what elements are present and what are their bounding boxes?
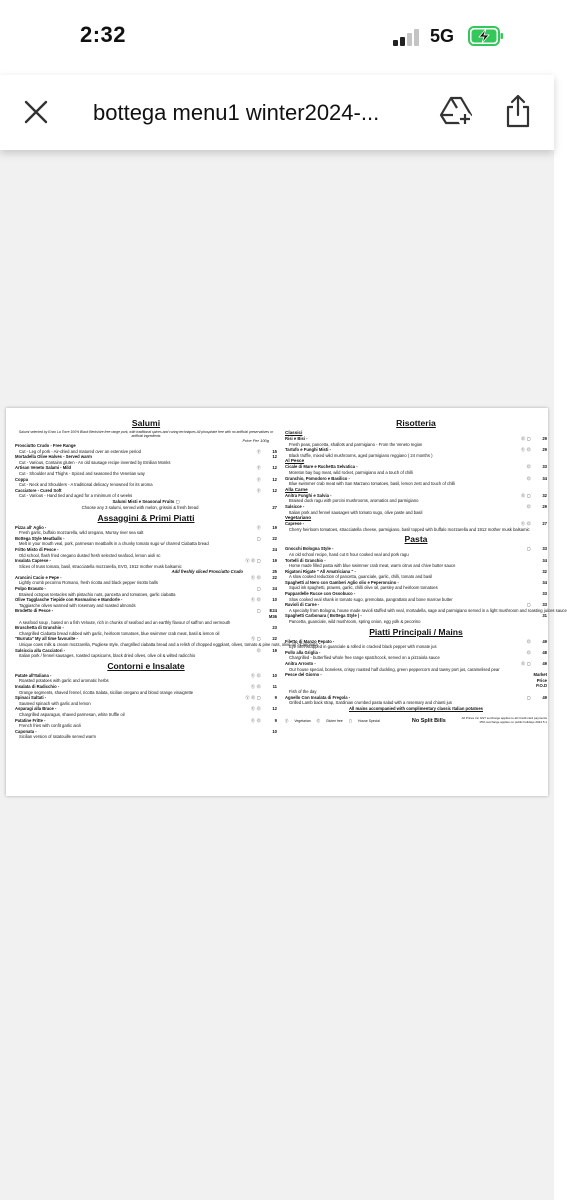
menu-item-description: Chargrilled Ciabatta bread rubbed with garlic, heirloom tomatoes, blue swimmer crab meat, basil & lemon oil [19, 630, 220, 636]
menu-item [15, 608, 277, 619]
viewer-toolbar [0, 75, 554, 150]
menu-item-price: 22 [272, 535, 277, 541]
share-icon[interactable] [504, 93, 532, 129]
menu-item [285, 521, 547, 527]
menu-item [15, 684, 277, 690]
dietary-icons: Ⓥ Ⓖ [520, 521, 531, 527]
dietary-icons: Ⓥ [256, 448, 261, 454]
menu-item-price: 33 [542, 602, 547, 608]
menu-item-price: 33 [542, 464, 547, 470]
menu-item-price: 12 [272, 706, 277, 712]
menu-item-name: Insalata Caprese - [15, 558, 51, 564]
menu-right-column [285, 416, 567, 725]
menu-item-name: Pollo alla Griglia - [285, 649, 321, 655]
menu-item-price: 33 [542, 546, 547, 552]
menu-item-name: Ravioli di Carne - [285, 602, 320, 608]
close-icon[interactable] [22, 98, 50, 126]
dietary-icons: Ⓖ [526, 649, 531, 655]
gluten-free-icon: Ⓖ [316, 718, 320, 723]
menu-item-price: 22 [272, 574, 277, 580]
menu-item-name: Arancini Cacio e Pepe - [15, 574, 62, 580]
menu-item [285, 447, 547, 453]
menu-item-name: Tortelli di Granchio - [285, 557, 326, 563]
menu-item-name: Fritto Misto di Pesce - [15, 546, 59, 552]
section-title-assaggini: Assaggini & Primi Piatti [97, 512, 195, 523]
menu-item-name: Tartufo e Funghi Misti - [285, 447, 331, 453]
menu-item-name: Spaghetti Carbonara ( Bottega Style ) - [285, 613, 362, 619]
menu-item-name: Polpo Brasato - [15, 586, 46, 592]
menu-item-price: 29 [542, 436, 547, 441]
menu-item-description: Chargrilled - butterflied whole free range spatchcock, served on a pizzaiola sauce [289, 655, 440, 661]
menu-item-name: Artisan Veneto Salami - Mild [15, 465, 72, 471]
menu-item-description: French fries with confit garlic aioli [19, 723, 81, 729]
add-to-drive-icon[interactable] [440, 95, 474, 127]
menu-item-description: Fresh peas, pancetta, shallots and parmigiano - From the Veneto region [289, 441, 423, 447]
menu-item-name: Patatine Fritte - [15, 717, 46, 723]
menu-item-price: 29 [542, 447, 547, 453]
menu-item-price: 10 [272, 728, 277, 734]
menu-item-name: Filetto di Manzo Pepato - [285, 638, 335, 644]
menu-item-price: 19 [272, 524, 277, 530]
menu-item-name: Agnello Con Insalata di Fregola - [285, 694, 351, 700]
menu-item [285, 436, 547, 442]
salumi-subtitle: Salumi selected by Enzo La Torre 100% Black Berkshire free range pork, with traditional spices and curing techniques All phosphate free with no artificial preservatives or artificial ingredients [18, 430, 274, 438]
status-bar [0, 0, 554, 75]
menu-item-description: An old school recipe, hand cut 6 hour cooked veal and pork ragu [289, 551, 409, 557]
house-special-icon: ▢ [348, 718, 352, 723]
menu-item-name: Pizza all' Aglio - [15, 524, 47, 530]
dietary-icons: Ⓥ Ⓖ ▢ [245, 695, 261, 701]
menu-item-description: Sauteed spinach with garlic and lemon [19, 700, 91, 706]
salumi-misti-row: Choose any 3 salumi, served with melon, grissini & fresh bread 27 [81, 504, 277, 510]
battery-charging-icon [468, 26, 504, 46]
menu-item-description: Braised duck ragu with porcini mushrooms, aromatics and parmigiano [289, 498, 419, 504]
menu-item-description: Eye fillet wrapped in guanciale & rolled in cracked black pepper with monate jus [289, 644, 437, 650]
menu-item-description: Slow cooked veal shank in tomato sugo, gremolata, pangrattato and bone marrow butter [289, 596, 453, 602]
dietary-icons: Ⓥ [256, 476, 261, 482]
menu-item-price: 22 [272, 636, 277, 642]
dietary-icons: Ⓖ [256, 647, 261, 653]
section-title-risotteria: Risotteria [396, 418, 436, 428]
menu-legend [285, 717, 547, 724]
menu-item-price: 29 [542, 503, 547, 509]
dietary-icons: Ⓥ Ⓖ [250, 717, 261, 723]
menu-item [285, 672, 547, 689]
menu-item [15, 558, 277, 564]
dietary-icons: Ⓖ [526, 475, 531, 481]
risotteria-list [285, 430, 547, 532]
menu-item-description: A specialty from Bologna, house made ravioli stuffed with veal, mortadella, sage and parmigiano served in a light mushroom and roasting juices sauce [289, 607, 567, 613]
principali-list [285, 639, 547, 706]
menu-item-description: Cut - Neck and Shoulders - A traditional delicacy renowned for its aroma [19, 482, 153, 488]
menu-item-description: A slow cooked reduction of pancetta, guanciale, garlic, chilli, tomato and basil [289, 574, 433, 580]
menu-item-price: 32 [542, 568, 547, 574]
menu-item-price: 49 [542, 638, 547, 644]
menu-item-name: Caprese - [285, 521, 305, 527]
menu-item [15, 695, 277, 701]
menu-item-name: Asparagi alla Brace - [15, 706, 57, 712]
menu-item-price: 19 [272, 647, 277, 653]
dietary-icons: Ⓥ Ⓖ ▢ [245, 558, 261, 564]
dietary-icons: ▢ [256, 608, 261, 614]
legend-house-special: House Special [358, 718, 380, 723]
dietary-icons: Ⓖ [526, 503, 531, 509]
menu-item-description: Orange segments, shaved fennel, ricotta Salata, sicilian oregano and blood orange vinaigrette [19, 689, 194, 695]
dietary-icons: Ⓥ Ⓖ [250, 574, 261, 580]
menu-item [285, 661, 547, 667]
menu-item-name: Brodetto di Pesce - [15, 608, 54, 614]
menu-item-price: 9 [274, 717, 277, 723]
menu-item-name: Spinaci Saltati - [15, 695, 47, 701]
menu-item-description: Old school, flash fried oregano dusted fresh selected seafood, lemon aioli sc [19, 552, 161, 558]
menu-item-name: Insalata di Radicchio - [15, 683, 60, 689]
menu-item-description: Grilled Lamb back strap, Sardinian crumbed pasta salad with a rosemary and chianti jus [289, 700, 452, 706]
legend-gluten-free: Gluten free [326, 718, 343, 723]
menu-item-description: Cherry heirloom tomatoes, stracciatella cheese, parmigiano, basil topped with buffalo mozzarella and 1912 mother musk balsamic [289, 526, 530, 532]
menu-item-price: 12 [272, 476, 277, 482]
menu-page [6, 408, 567, 796]
menu-item-price: Market Price P.O.D [533, 672, 547, 689]
menu-item-description: Pancetta, guanciale, wild mushroom, spring onion, egg yolk & pecorino [289, 619, 421, 625]
menu-item-price: 23 [272, 625, 277, 631]
menu-item-description: Our house special, boneless, crispy roasted half duckling, green peppercorn and tawny port jus, caramelised pear [289, 666, 500, 672]
menu-item-description: Italian pork / fennel sausages, roasted capsicums, black dried olives, olive oil & wilted radicchio [19, 653, 196, 659]
menu-item-price: 10 [272, 597, 277, 603]
price-header: Price Per 100g [242, 438, 269, 443]
section-title-principali: Piatti Principali / Mains [369, 626, 463, 637]
menu-item-description: Squid ink spaghetti, prawns, garlic, chilli olive oil, parsley and heirloom tomatoes [289, 585, 438, 591]
menu-item-price: 48 [542, 649, 547, 655]
menu-item-description: Italian pork and fennel sausages with tomato sugo, olive paste and basil [289, 509, 423, 515]
menu-item-price: 15 [272, 448, 277, 454]
menu-item-description: Fresh garlic, buffalo mozzarella, wild oregano, Murray river sea salt [19, 530, 144, 536]
dietary-icons: Ⓥ [256, 465, 261, 471]
salumi-misti: Salumi Misti e Seasonal Fruits ▢ [112, 498, 180, 504]
menu-item-name: Prosciutto Crudo - Free Range [15, 443, 76, 448]
menu-item-name: Gnocchi Bologna Style - [285, 546, 334, 552]
pasta-list [285, 546, 567, 625]
risotto-group-label: Alla Carne [285, 486, 308, 492]
menu-item-name: Mortadella Olive Halves - Served warm [15, 454, 92, 460]
document-title: bottega menu1 winter2024-... [93, 100, 380, 125]
menu-item-description: Unique cows milk & cream mozzarella, Pugliese style, chargrilled ciabatta bread and a relish of chopped eggplant, olives, tomato & pine nuts, olive oil " Caponata " [19, 642, 321, 647]
section-title-salumi: Salumi [131, 418, 161, 428]
menu-item-price: 12 [272, 465, 277, 471]
signal-icon [393, 28, 423, 46]
dietary-icons: Ⓥ Ⓖ [250, 683, 261, 689]
menu-item-price: 49 [542, 694, 547, 700]
menu-item-name: Salsicce - [285, 503, 305, 509]
menu-item-name: Coppa [15, 476, 29, 482]
dietary-icons: Ⓖ ▢ [521, 436, 531, 441]
menu-item-price: 34 [542, 579, 547, 585]
dietary-icons: Ⓥ Ⓖ [250, 706, 261, 712]
menu-item-description: Taggiasche olives warmed with rosemary and roasted almonds [19, 602, 136, 608]
section-title-contorni: Contorni e Insalate [107, 660, 185, 671]
menu-item-price: 34 [542, 557, 547, 563]
menu-item [285, 504, 547, 510]
menu-item-description: Braised octopus tentacles with pistachio nuts, pancetta and tomatoes, garlic ciabatta [19, 591, 176, 597]
menu-item-price: 10 [272, 672, 277, 678]
dietary-icons: Ⓖ ▢ [521, 661, 531, 666]
menu-item-name: Salsiccia alla Cacciatori - [15, 647, 66, 653]
menu-item-price: 33 [542, 591, 547, 597]
dietary-icons: Ⓖ [526, 464, 531, 470]
menu-item-price: 27 [542, 521, 547, 527]
fine-print: All Prices Inc GST surcharge applies to all Credit card payments 15% surcharge applies on public holidays 2024.5.1 [461, 716, 547, 724]
dietary-icons: ▢ [526, 546, 531, 552]
menu-item-price: 24 [272, 586, 277, 592]
menu-item-price: 24 [272, 546, 277, 552]
menu-item-price: 19 [272, 558, 277, 564]
dietary-icons: ▢ [256, 586, 261, 592]
dietary-icons: Ⓥ Ⓖ [250, 672, 261, 678]
menu-item-name: Bottega Style Meatballs - [15, 535, 65, 541]
menu-item-price: 12 [272, 487, 277, 493]
dietary-icons: ▢ [526, 602, 531, 608]
menu-item-name: Pappardelle Rucce con Ossobuco - [285, 591, 356, 597]
contorni-list [15, 673, 277, 740]
risotto-group-label: Vegetariano [285, 515, 312, 521]
risotto-group-label: Al Pesce [285, 458, 305, 464]
menu-item-description: Slices of truss tomato, basil, stracciatella mozzarella, EVO, 1912 mother musk balsamic [19, 563, 182, 569]
menu-item-description: Black truffle, mixed wild mushrooms, aged parmigiano reggiano ( 24 months ) [289, 452, 433, 458]
menu-item [15, 586, 277, 592]
menu-item-name: "Burrata" My all time favourite - [15, 636, 78, 642]
menu-item-description: Sicilian version of ratatouille served warm [19, 734, 97, 740]
menu-item-price: 12 [272, 454, 277, 460]
menu-item-description: Roasted potatoes with garlic and aromatic herbs [19, 678, 109, 684]
menu-item-description: Lightly crumb pecorino Romano, fresh ricotta and black pepper risotto balls [19, 580, 158, 586]
addon-price: 25 [272, 569, 277, 575]
addon-label: Add freshly sliced Prosciutto Crudo [171, 569, 243, 575]
menu-item-name: Bruschetta di Granchio - [15, 625, 64, 631]
section-title-pasta: Pasta [404, 534, 428, 545]
menu-item-price: 34 [542, 475, 547, 481]
menu-item-description: Cut - Shoulder and Thighs - Spiced and seasoned the Venetian way [19, 470, 145, 476]
menu-item-description: A seafood soup , based on a fish Veloute, rich in chunks of seafood and an earthly flavour of saffron and vermouth [19, 619, 231, 625]
no-split-bills: No Split Bills [411, 717, 446, 724]
menu-item-description: Cut - Various, Contains gluten - An old sausage recipe invented by Emilian Monks [19, 459, 171, 465]
menu-item-description: Cut - Various - Hand tied and aged for a minimum of 4 weeks [19, 493, 133, 499]
menu-item-description: Blue swimmer crab meat with San Marzano tomatoes, basil, lemon zest and touch of chilli [289, 481, 456, 487]
dietary-icons: Ⓥ Ⓖ [250, 597, 261, 603]
menu-item-name: Anitra Funghi e Salvia - [285, 492, 332, 498]
dietary-icons: Ⓖ ▢ [521, 492, 531, 498]
menu-item-description: Fish of the day [289, 688, 317, 694]
status-time: 2:32 [80, 22, 127, 47]
dietary-icons: Ⓥ ▢ [251, 636, 261, 642]
menu-item-price: 11 [272, 683, 277, 689]
menu-item-name: Patate all'Italiana - [15, 672, 52, 678]
menu-item-description: Home made filled pasta with blue swimmer crab meat, warm citrus and chive butter sauce [289, 563, 456, 569]
salumi-list [15, 443, 277, 499]
menu-item-description: Melt in your mouth veal, pork, parmesan meatballs in a chunky tomato sugo w/ charred Ciabatta bread [19, 541, 209, 547]
menu-item-price: E24 M36 [268, 608, 277, 620]
menu-item-price: 32 [542, 492, 547, 498]
menu-item-price: 49 [542, 661, 547, 666]
dietary-icons: Ⓥ [256, 487, 261, 493]
menu-item-name: Cacciatore - Cured Soft [15, 487, 62, 493]
menu-item-name: Cicale di Mare e Ruchetta Selvatica - [285, 464, 358, 470]
menu-item-description: Chargrilled asparagus, shaved parmesan, white truffle oil [19, 711, 125, 717]
vegetarian-icon: Ⓥ [285, 718, 289, 723]
menu-item-name: Pesce del Giorno - [285, 672, 322, 678]
dietary-icons: ▢ [526, 694, 531, 700]
mains-footer-note: All mains accompanied with complimentary classic Italian potatoes [348, 705, 484, 711]
menu-item-name: Anitra Arrosto - [285, 661, 316, 666]
legend-vegetarian: Vegetarian [294, 718, 311, 723]
menu-item-name: Olive Tagglasche Tiepide con Rosmarino e Mandorle - [15, 597, 123, 603]
menu-item-description: Cut - Leg of pork - Air-dried and matured over an extensive period [19, 448, 141, 454]
menu-item-description: Moreton bay bug meat, wild rocket, parmigiano and a touch of chilli [289, 469, 414, 475]
menu-item-price: 9 [274, 695, 277, 701]
menu-item-name: Rigatoni Rigate " All Amatriciana " - [285, 568, 356, 574]
network-label: 5G [430, 26, 455, 46]
dietary-icons: Ⓥ Ⓖ [520, 447, 531, 453]
dietary-icons: Ⓖ [526, 638, 531, 644]
dietary-icons: Ⓥ [256, 524, 261, 530]
menu-item-name: Granchio, Pomodoro e Basilico - [285, 475, 350, 481]
risotto-group-label: Classici [285, 430, 303, 435]
menu-item-name: Spaghetti al Nero con Gamberi Aglio olio e Peperoncino - [285, 579, 399, 585]
menu-item-name: Risi e Bisi - [285, 436, 308, 441]
menu-item-name: Caponata - [15, 728, 37, 734]
dietary-icons: ▢ [256, 535, 261, 541]
menu-item-price: 31 [542, 613, 547, 619]
